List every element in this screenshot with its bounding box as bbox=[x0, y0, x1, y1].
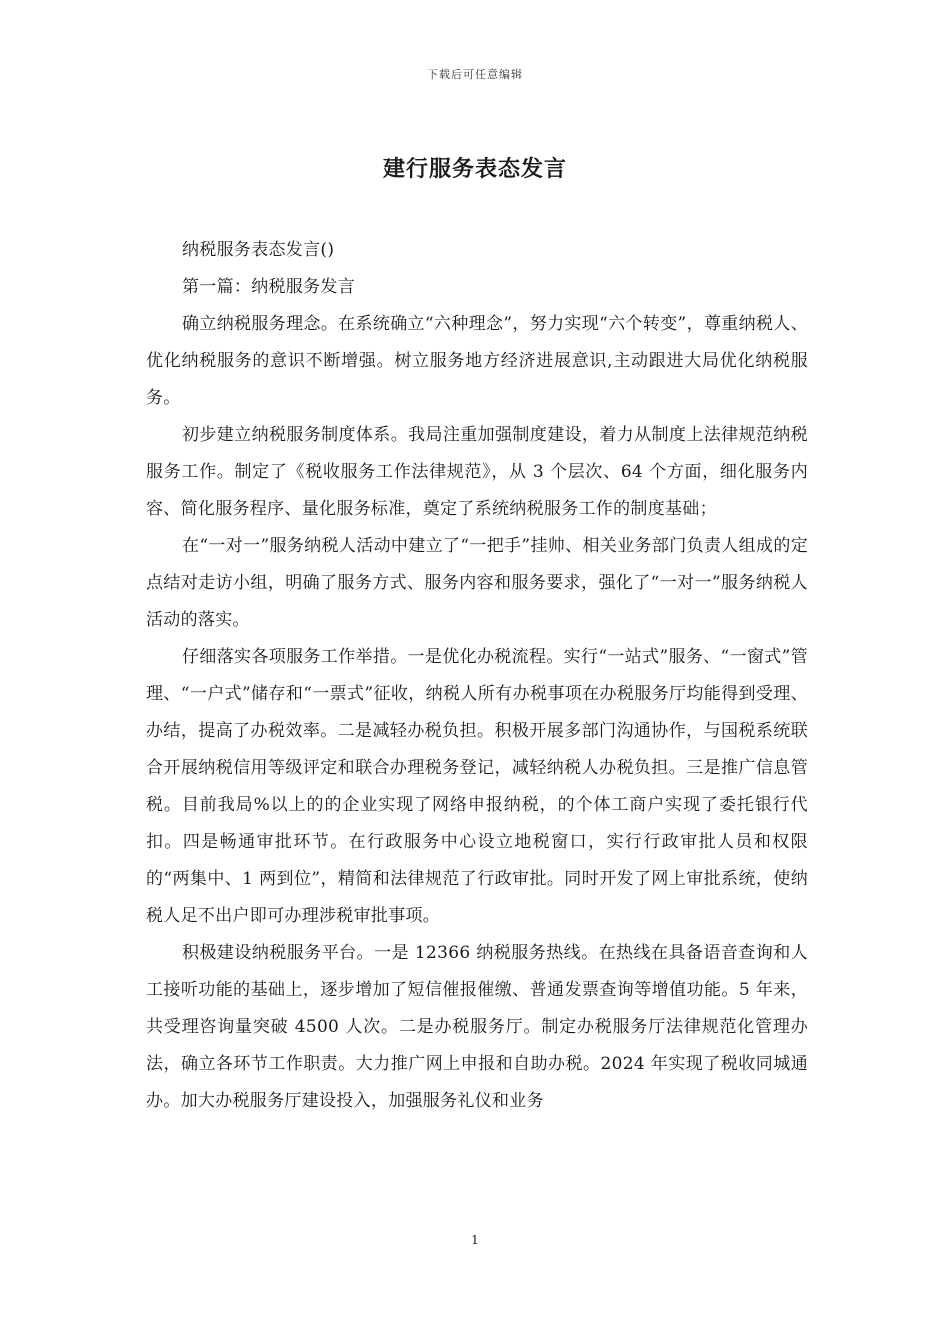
page-header-note: 下载后可任意编辑 bbox=[427, 68, 523, 81]
paragraph-subtitle: 纳税服务表态发言() bbox=[182, 240, 335, 260]
document-title: 建行服务表态发言 bbox=[382, 156, 567, 182]
paragraph: 积极建设纳税服务平台。一是 12366 纳税服务热线。在热线在具备语音查询和人工接听功能的基础上，逐步增加了短信催报催缴、普通发票查询等增值功能。5 年来，共受理咨询量突破 4500 人次。二是办税服务厅。制定办税服务厅法律规范化管理办法，确立各环节工作职责。大力推广网上申报和自助办税。2024 年实现了税收同城通办。加大办税服务厅建设投入，加强服务礼仪和业务 bbox=[146, 943, 808, 1111]
paragraph: 初步建立纳税服务制度体系。我局注重加强制度建设，着力从制度上法律规范纳税服务工作。制定了《税收服务工作法律规范》，从 3 个层次、64 个方面，细化服务内容、简化服务程序、量化服务标准，奠定了系统纳税服务工作的制度基础； bbox=[146, 425, 808, 519]
paragraph: 在“一对一”服务纳税人活动中建立了“一把手”挂帅、相关业务部门负责人组成的定点结对走访小组，明确了服务方式、服务内容和服务要求，强化了“一对一”服务纳税人活动的落实。 bbox=[146, 536, 808, 630]
document-body bbox=[146, 232, 808, 1120]
paragraph-section-heading: 第一篇：纳税服务发言 bbox=[182, 277, 355, 297]
page-number: 1 bbox=[471, 1233, 479, 1247]
paragraph: 仔细落实各项服务工作举措。一是优化办税流程。实行“一站式”服务、“一窗式”管理、“一户式”储存和“一票式”征收，纳税人所有办税事项在办税服务厅均能得到受理、办结，提高了办税效率。二是减轻办税负担。积极开展多部门沟通协作，与国税系统联合开展纳税信用等级评定和联合办理税务登记，减轻纳税人办税负担。三是推广信息管税。目前我局%以上的的企业实现了网络申报纳税，的个体工商户实现了委托银行代扣。四是畅通审批环节。在行政服务中心设立地税窗口，实行行政审批人员和权限的“两集中、1 两到位”，精简和法律规范了行政审批。同时开发了网上审批系统，使纳税人足不出户即可办理涉税审批事项。 bbox=[146, 647, 808, 926]
paragraph: 确立纳税服务理念。在系统确立“六种理念”，努力实现“六个转变”，尊重纳税人、优化纳税服务的意识不断增强。树立服务地方经济进展意识,主动跟进大局优化纳税服务。 bbox=[146, 314, 808, 408]
